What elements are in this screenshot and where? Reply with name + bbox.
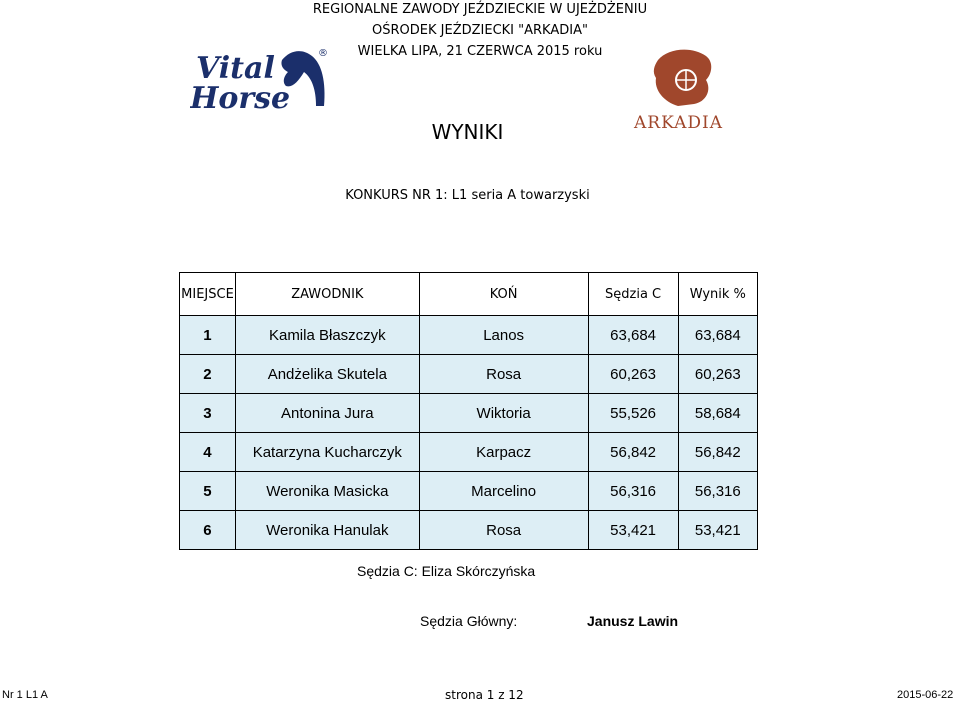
- column-header-result: Wynik %: [678, 273, 757, 316]
- rider-cell: Kamila Błaszczyk: [235, 316, 419, 355]
- column-header-place: MIEJSCE: [180, 273, 236, 316]
- judge-c-cell: 55,526: [588, 394, 678, 433]
- horse-cell: Marcelino: [419, 472, 588, 511]
- table-row: [180, 511, 758, 550]
- horse-cell: Wiktoria: [419, 394, 588, 433]
- result-cell: 63,684: [678, 316, 757, 355]
- table-row: [180, 394, 758, 433]
- rider-cell: Andżelika Skutela: [235, 355, 419, 394]
- result-cell: 60,263: [678, 355, 757, 394]
- footer-page-number: strona 1 z 12: [445, 688, 524, 702]
- page-title: WYNIKI: [431, 120, 504, 144]
- judge-c-line: Sędzia C: Eliza Skórczyńska: [357, 563, 536, 579]
- vital-horse-logo: [190, 42, 335, 114]
- judge-c-cell: 60,263: [588, 355, 678, 394]
- place-cell: 4: [180, 433, 236, 472]
- competition-title: KONKURS NR 1: L1 seria A towarzyski: [345, 188, 590, 203]
- svg-text:Horse: Horse: [190, 81, 291, 114]
- header-line-1: REGIONALNE ZAWODY JEŹDZIECKIE W UJEŻDŻENIU: [312, 2, 648, 17]
- result-cell: 53,421: [678, 511, 757, 550]
- arkadia-logo: [628, 40, 738, 132]
- rider-cell: Weronika Masicka: [235, 472, 419, 511]
- column-header-rider: ZAWODNIK: [235, 273, 419, 316]
- result-cell: 58,684: [678, 394, 757, 433]
- rider-cell: Katarzyna Kucharczyk: [235, 433, 419, 472]
- place-cell: 5: [180, 472, 236, 511]
- table-row: [180, 355, 758, 394]
- horse-cell: Lanos: [419, 316, 588, 355]
- rider-cell: Antonina Jura: [235, 394, 419, 433]
- table-row: [180, 316, 758, 355]
- judge-c-cell: 56,842: [588, 433, 678, 472]
- chief-judge-label: Sędzia Główny:: [420, 613, 518, 629]
- column-header-judge-c: Sędzia C: [588, 273, 678, 316]
- table-row: [180, 472, 758, 511]
- judge-c-cell: 63,684: [588, 316, 678, 355]
- results-table: [179, 272, 758, 550]
- chief-judge-name: Janusz Lawin: [587, 613, 679, 629]
- header-line-3: WIELKA LIPA, 21 CZERWCA 2015 roku: [357, 44, 603, 59]
- result-cell: 56,316: [678, 472, 757, 511]
- place-cell: 2: [180, 355, 236, 394]
- column-header-horse: KOŃ: [419, 273, 588, 316]
- table-header-row: [180, 273, 758, 316]
- place-cell: 6: [180, 511, 236, 550]
- horse-cell: Karpacz: [419, 433, 588, 472]
- place-cell: 1: [180, 316, 236, 355]
- svg-text:®: ®: [318, 48, 328, 59]
- svg-text:ARKADIA: ARKADIA: [634, 113, 723, 132]
- judge-c-cell: 53,421: [588, 511, 678, 550]
- horse-cell: Rosa: [419, 355, 588, 394]
- footer-date: 2015-06-22: [897, 689, 954, 701]
- table-row: [180, 433, 758, 472]
- footer-left: Nr 1 L1 A: [2, 689, 48, 701]
- svg-text:Vital: Vital: [196, 51, 275, 86]
- result-cell: 56,842: [678, 433, 757, 472]
- header-line-2: OŚRODEK JEŹDZIECKI "ARKADIA": [372, 23, 588, 38]
- judge-c-cell: 56,316: [588, 472, 678, 511]
- place-cell: 3: [180, 394, 236, 433]
- rider-cell: Weronika Hanulak: [235, 511, 419, 550]
- horse-cell: Rosa: [419, 511, 588, 550]
